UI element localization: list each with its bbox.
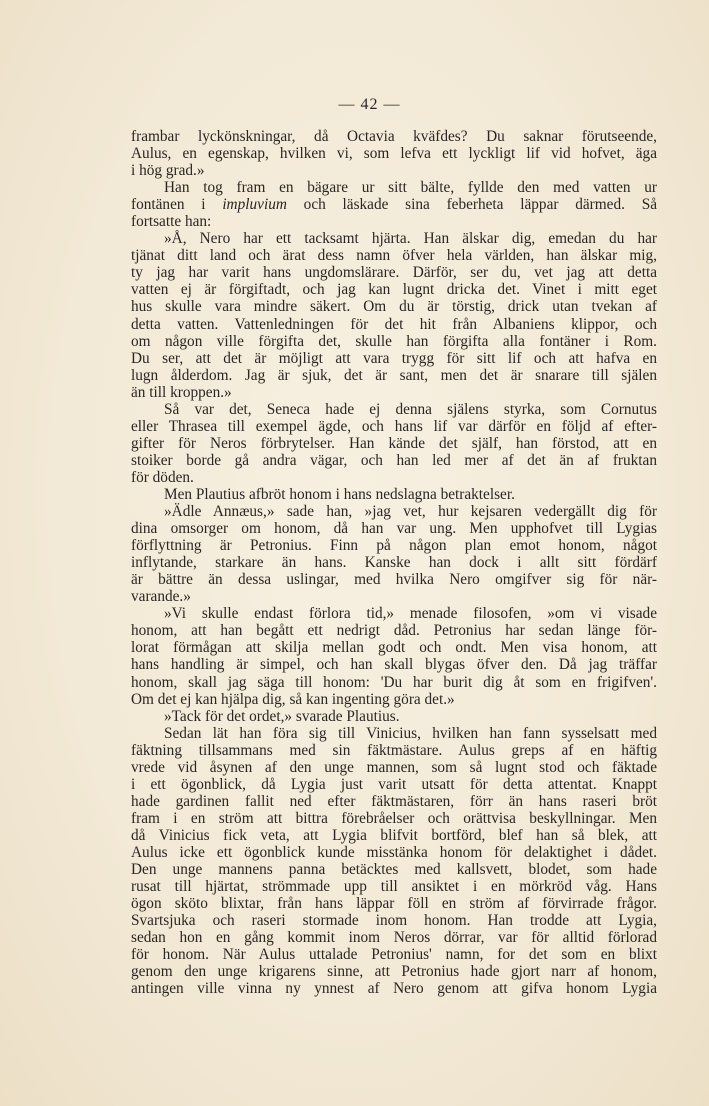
text-line: lugn ålderdom. Jag är sjuk, det är sant, men det är snarare till själen [131, 366, 657, 384]
text-line: Han tog fram en bägare ur sitt bälte, fyllde den med vatten ur [164, 179, 657, 197]
italic-term: impluvium [222, 196, 287, 214]
text-line: »Ädle Annæus,» sade han, »jag vet, hur kejsaren vedergällt dig för [164, 503, 657, 521]
text-line: för honom. När Aulus uttalade Petronius' namn, for det som en blixt [131, 946, 657, 964]
text-line: eller Thrasea till exempel ägde, och hans lif var därför en följd af efter- [131, 417, 657, 435]
text-line: inflytande, starkare än hans. Kanske han dock i allt sitt fördärf [131, 554, 657, 572]
text-line: vatten ej är förgiftadt, och jag kan lugnt dricka det. Vinet i mitt eget [131, 281, 657, 299]
text-line: frambar lyckönskningar, då Octavia kväfdes? Du saknar förutseende, [131, 128, 657, 145]
text-line: är bättre än dessa uslingar, med hvilka Nero omgifver sig för när- [131, 571, 657, 589]
text-line: rusat till hjärtat, strömmade upp till ansiktet i en mörkröd våg. Hans [131, 878, 657, 896]
text-line: tjänat ditt land och ärat dess namn öfver hela världen, han älskar mig, [131, 247, 657, 265]
text-line: än till kroppen.» [131, 383, 232, 401]
text-line: honom, skall jag säga till honom: 'Du har burit dig åt som en frigifven'. [131, 673, 657, 691]
text-line: förflyttning är Petronius. Finn på någon plan emot honom, något [131, 537, 657, 555]
text-line: hus skulle vara mindre säkert. Om du är törstig, drick utan tvekan af [131, 298, 657, 316]
text-line: ty jag har varit hans ungdomslärare. Därför, ser du, vet jag att detta [131, 264, 657, 282]
text-line: för döden. [131, 468, 194, 486]
text-line: fäktning tillsammans med sin fäktmästare. Aulus greps af en häftig [131, 741, 657, 759]
text-line: Aulus icke ett ögonblick kunde misstänka honom för delaktighet i dådet. [131, 843, 657, 861]
text-line: sedan hon en gång kommit inom Neros dörrar, var för alltid förlorad [131, 929, 657, 947]
text-line: Aulus, en egenskap, hvilken vi, som lefva ett lyckligt lif vid hofvet, äga [131, 145, 657, 163]
text-line: fram i en ström att bittra förebråelser och orättvisa beskyllningar. Men [131, 809, 657, 827]
text-line: i ett ögonblick, då Lygia just varit utsatt för detta attentat. Knappt [131, 775, 657, 793]
text-line: i hög grad.» [131, 162, 205, 180]
text-line: fontänen i impluvium och läskade sina feberheta läppar därmed. Så [131, 196, 657, 214]
text-line: detta vatten. Vattenledningen för det hit från Albaniens klippor, och [131, 315, 657, 333]
text-line: antingen ville vinna ny ynnest af Nero genom att gifva honom Lygia [131, 980, 657, 998]
text-line: Sedan lät han föra sig till Vinicius, hvilken han fann sysselsatt med [164, 724, 657, 742]
text-line: varande.» [131, 588, 191, 606]
text-line: hans handling är simpel, och han skall blygas öfver den. Då jag träffar [131, 656, 657, 674]
text-line: dina omsorger om honom, då han var ung. Men upphofvet till Lygias [131, 520, 657, 538]
text-line: »Tack för det ordet,» svarade Plautius. [164, 707, 400, 725]
text-line: om någon ville förgifta det, skulle han förgifta alla fontäner i Rom. [131, 332, 657, 350]
text-line: vrede vid åsynen af den unge mannen, som så lugnt stod och fäktade [131, 758, 657, 776]
text-line: fortsatte han: [131, 213, 212, 231]
text-line: lorat förmågan att skilja mellan godt och ondt. Men visa honom, att [131, 639, 657, 657]
text-line: stoiker borde gå andra vägar, och han led mer af det än af fruktan [131, 451, 657, 469]
page-number: — 42 — [338, 96, 401, 113]
text-line: då Vinicius fick veta, att Lygia blifvit bortförd, blef han så blek, att [131, 826, 657, 844]
text-line: hade gardinen fallit ned efter fäktmästaren, förr än hans raseri bröt [131, 792, 657, 810]
text-line: Så var det, Seneca hade ej denna själens styrka, som Cornutus [164, 400, 657, 418]
text-line: Den unge mannens panna betäcktes med kallsvett, blodet, som hade [131, 861, 657, 879]
text-line: »Vi skulle endast förlora tid,» menade filosofen, »om vi visade [164, 605, 657, 623]
text-line: »Å, Nero har ett tacksamt hjärta. Han älskar dig, emedan du har [164, 230, 657, 248]
body-text [131, 128, 657, 997]
text-line: Om det ej kan hjälpa dig, så kan ingenting göra det.» [131, 690, 455, 708]
text-line: ögon sköto blixtar, från hans läppar föll en ström af förvirrade frågor. [131, 895, 657, 913]
text-line: honom, att han begått ett nedrigt dåd. Petronius har sedan länge för- [131, 622, 657, 640]
text-line: Svartsjuka och raseri stormade inom honom. Han trodde att Lygia, [131, 912, 657, 930]
text-line: Men Plautius afbröt honom i hans nedslagna betraktelser. [164, 485, 515, 503]
text-line: genom den unge krigarens sinne, att Petronius hade gjort narr af honom, [131, 963, 657, 981]
text-line: gifter för Neros förbrytelser. Han kände det själf, han förstod, att en [131, 434, 657, 452]
text-line: Du ser, att det är möjligt att vara trygg för sitt lif och att hafva en [131, 349, 657, 367]
